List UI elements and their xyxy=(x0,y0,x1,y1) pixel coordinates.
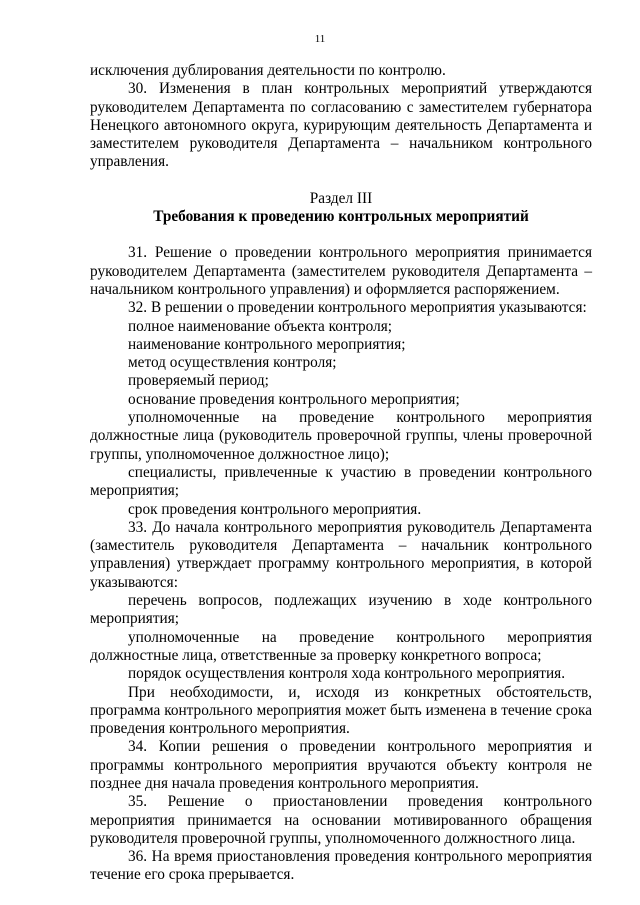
paragraph-31: 31. Решение о проведении контрольного мероприятия принимается руководителем Департамента (заместителем руководителя Департамента – начальником контрольного управления) и оформляется распоряжением. xyxy=(90,244,592,298)
paragraph-33: 33. До начала контрольного мероприятия руководитель Департамента (заместитель руководителя Департамента – начальник контрольного управления) утверждает программу контрольного мероприятия, в которой указываются: xyxy=(90,518,592,591)
paragraph-36: 36. На время приостановления проведения контрольного мероприятия течение его срока прерывается. xyxy=(90,848,592,884)
document-body xyxy=(90,62,592,885)
paragraph-34: 34. Копии решения о проведении контрольного мероприятия и программы контрольного мероприятия вручаются объекту контроля не позднее дня начала проведения контрольного мероприятия. xyxy=(90,738,592,792)
list-item: специалисты, привлеченные к участию в проведении контрольного мероприятия; xyxy=(90,463,592,500)
paragraph-continuation: исключения дублирования деятельности по контролю. xyxy=(90,62,446,79)
paragraph-30: 30. Изменения в план контрольных мероприятий утверждаются руководителем Департамента по согласованию с заместителем губернатора Ненецкого автономного округа, курирующим деятельность Департамента и заместителем руководителя Департамента – начальником контрольного управления. xyxy=(90,80,592,171)
list-item: порядок осуществления контроля хода контрольного мероприятия. xyxy=(128,665,566,683)
paragraph-note: При необходимости, и, исходя из конкретных обстоятельств, программа контрольного мероприятия может быть изменена в течение срока проведения контрольного мероприятия. xyxy=(90,683,592,738)
section-heading: Требования к проведению контрольных мероприятий xyxy=(153,208,529,226)
list-item: уполномоченные на проведение контрольного мероприятия должностные лица (руководитель проверочной группы, члены проверочной группы, уполномоченное должностное лицо); xyxy=(90,409,592,463)
paragraph-35: 35. Решение о приостановлении проведения контрольного мероприятия принимается на основании мотивированного обращения руководителя проверочной группы, уполномоченного должностного лица. xyxy=(90,793,592,847)
list-item: основание проведения контрольного мероприятия; xyxy=(128,390,460,408)
page-number: 11 xyxy=(314,33,326,45)
list-item: проверяемый период; xyxy=(128,372,269,390)
list-item: полное наименование объекта контроля; xyxy=(128,317,393,335)
list-item: метод осуществления контроля; xyxy=(128,354,337,372)
list-item: наименование контрольного мероприятия; xyxy=(128,335,406,353)
list-item: уполномоченные на проведение контрольного мероприятия должностные лица, ответственные за проверку конкретного вопроса; xyxy=(90,628,592,664)
list-item: срок проведения контрольного мероприятия. xyxy=(128,500,422,518)
section-title: Раздел III xyxy=(309,189,373,207)
list-item: перечень вопросов, подлежащих изучению в ходе контрольного мероприятия; xyxy=(90,592,592,628)
paragraph-32: 32. В решении о проведении контрольного мероприятия указываются: xyxy=(128,299,587,317)
